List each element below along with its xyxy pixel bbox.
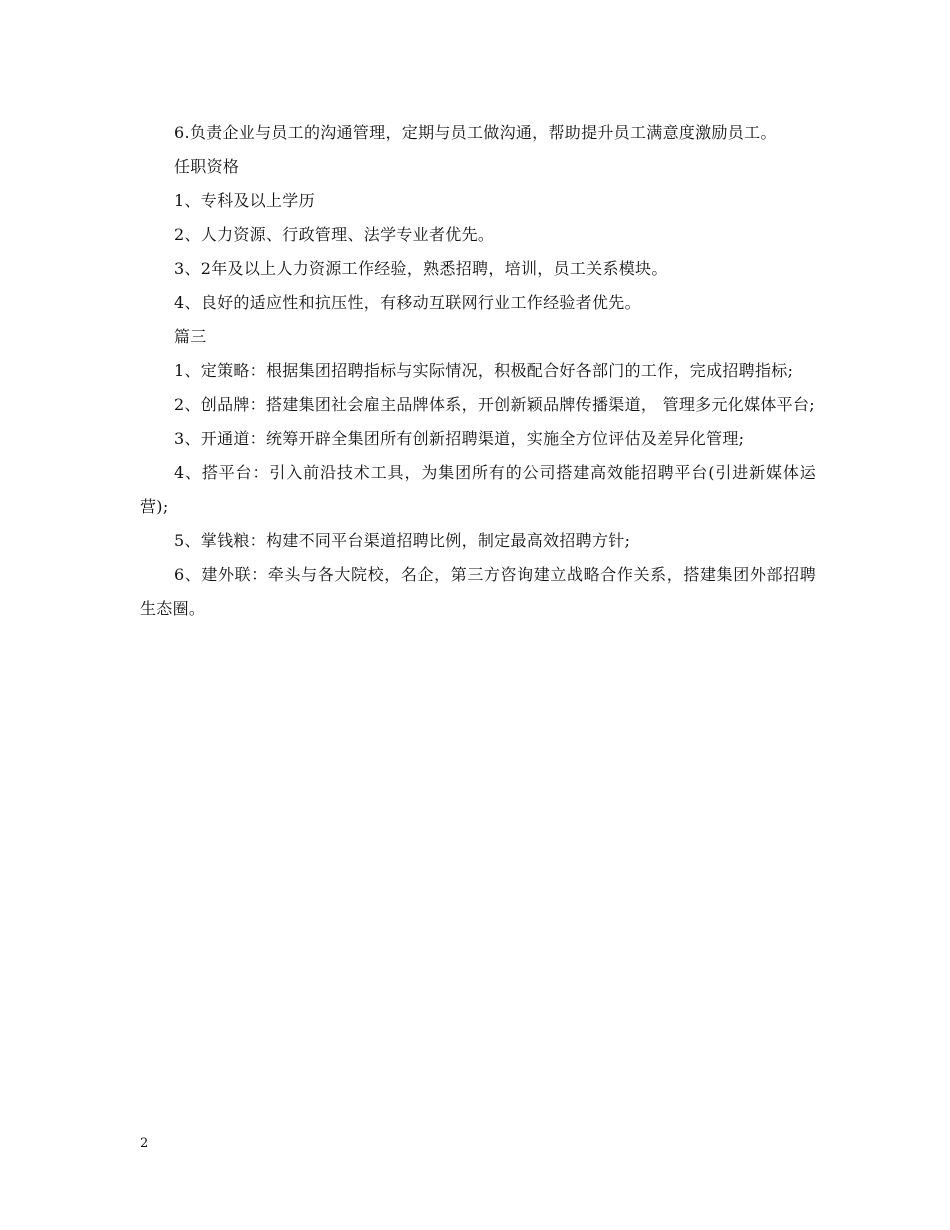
paragraph-qualification-4: 4、良好的适应性和抗压性，有移动互联网行业工作经验者优先。 xyxy=(174,293,641,312)
paragraph-qualification-1: 1、专科及以上学历 xyxy=(174,191,315,210)
paragraph-partnerships: 6、建外联：牵头与各大院校，名企，第三方咨询建立战略合作关系，搭建集团外部招聘生态圈。 xyxy=(140,565,816,618)
paragraph-brand: 2、创品牌：搭建集团社会雇主品牌体系，开创新颖品牌传播渠道， 管理多元化媒体平台; xyxy=(174,395,815,414)
paragraph-qualification-3: 3、2年及以上人力资源工作经验，熟悉招聘，培训，员工关系模块。 xyxy=(174,259,668,278)
document-body xyxy=(140,116,816,626)
page-number: 2 xyxy=(140,1136,149,1151)
paragraph-budget: 5、掌钱粮：构建不同平台渠道招聘比例，制定最高效招聘方针; xyxy=(174,531,631,550)
paragraph-qualification-2: 2、人力资源、行政管理、法学专业者优先。 xyxy=(174,225,495,244)
paragraph-channels: 3、开通道：统筹开辟全集团所有创新招聘渠道，实施全方位评估及差异化管理; xyxy=(174,429,745,448)
section-heading-part-three: 篇三 xyxy=(174,327,207,346)
paragraph-platform: 4、搭平台：引入前沿技术工具，为集团所有的公司搭建高效能招聘平台(引进新媒体运营); xyxy=(140,463,816,516)
paragraph-strategy: 1、定策略：根据集团招聘指标与实际情况，积极配合好各部门的工作，完成招聘指标; xyxy=(174,361,794,380)
section-heading-qualifications: 任职资格 xyxy=(174,157,240,176)
paragraph-duty-6: 6.负责企业与员工的沟通管理，定期与员工做沟通，帮助提升员工满意度激励员工。 xyxy=(174,123,777,142)
